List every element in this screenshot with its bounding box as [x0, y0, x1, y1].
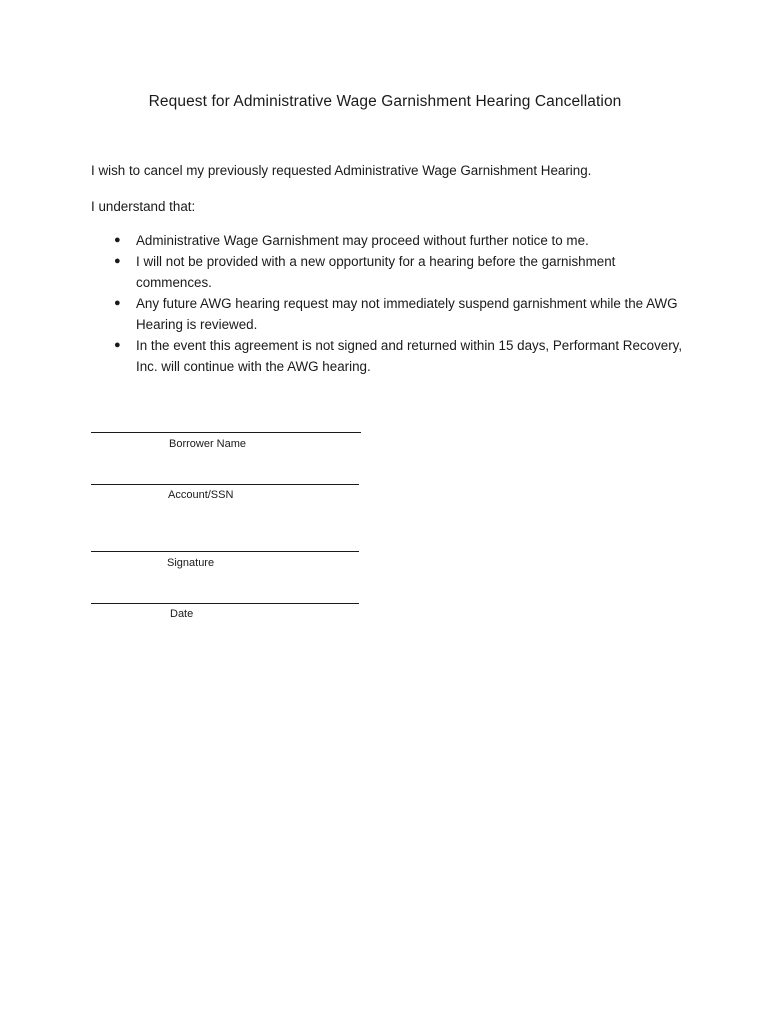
list-item [91, 251, 676, 293]
date-line[interactable] [91, 603, 359, 604]
list-item [91, 335, 696, 377]
date-label: Date [170, 608, 194, 620]
signature-line[interactable] [91, 551, 359, 552]
account-ssn-label: Account/SSN [168, 489, 234, 501]
list-item-text: Administrative Wage Garnishment may proceed without further notice to me. [136, 233, 589, 248]
list-item [91, 293, 716, 335]
conditions-list [91, 230, 691, 377]
list-item [91, 230, 691, 251]
account-ssn-line[interactable] [91, 484, 359, 485]
list-item-text: I will not be provided with a new opportunity for a hearing before the garnishment commences. [136, 254, 616, 290]
list-item-text: In the event this agreement is not signed and returned within 15 days, Performant Recovery, Inc. will continue with the AWG hearing. [136, 338, 683, 374]
borrower-name-line[interactable] [91, 432, 361, 433]
bullet-icon: ● [114, 234, 121, 246]
signature-label: Signature [167, 557, 215, 569]
intro-statement: I wish to cancel my previously requested Administrative Wage Garnishment Hearing. [91, 163, 592, 178]
borrower-name-label: Borrower Name [169, 438, 247, 450]
bullet-icon: ● [114, 255, 121, 267]
page-title: Request for Administrative Wage Garnishment Hearing Cancellation [148, 93, 622, 110]
understand-heading: I understand that: [91, 199, 196, 214]
bullet-icon: ● [114, 297, 121, 309]
bullet-icon: ● [114, 339, 121, 351]
list-item-text: Any future AWG hearing request may not immediately suspend garnishment while the AWG Hearing is reviewed. [136, 296, 678, 332]
